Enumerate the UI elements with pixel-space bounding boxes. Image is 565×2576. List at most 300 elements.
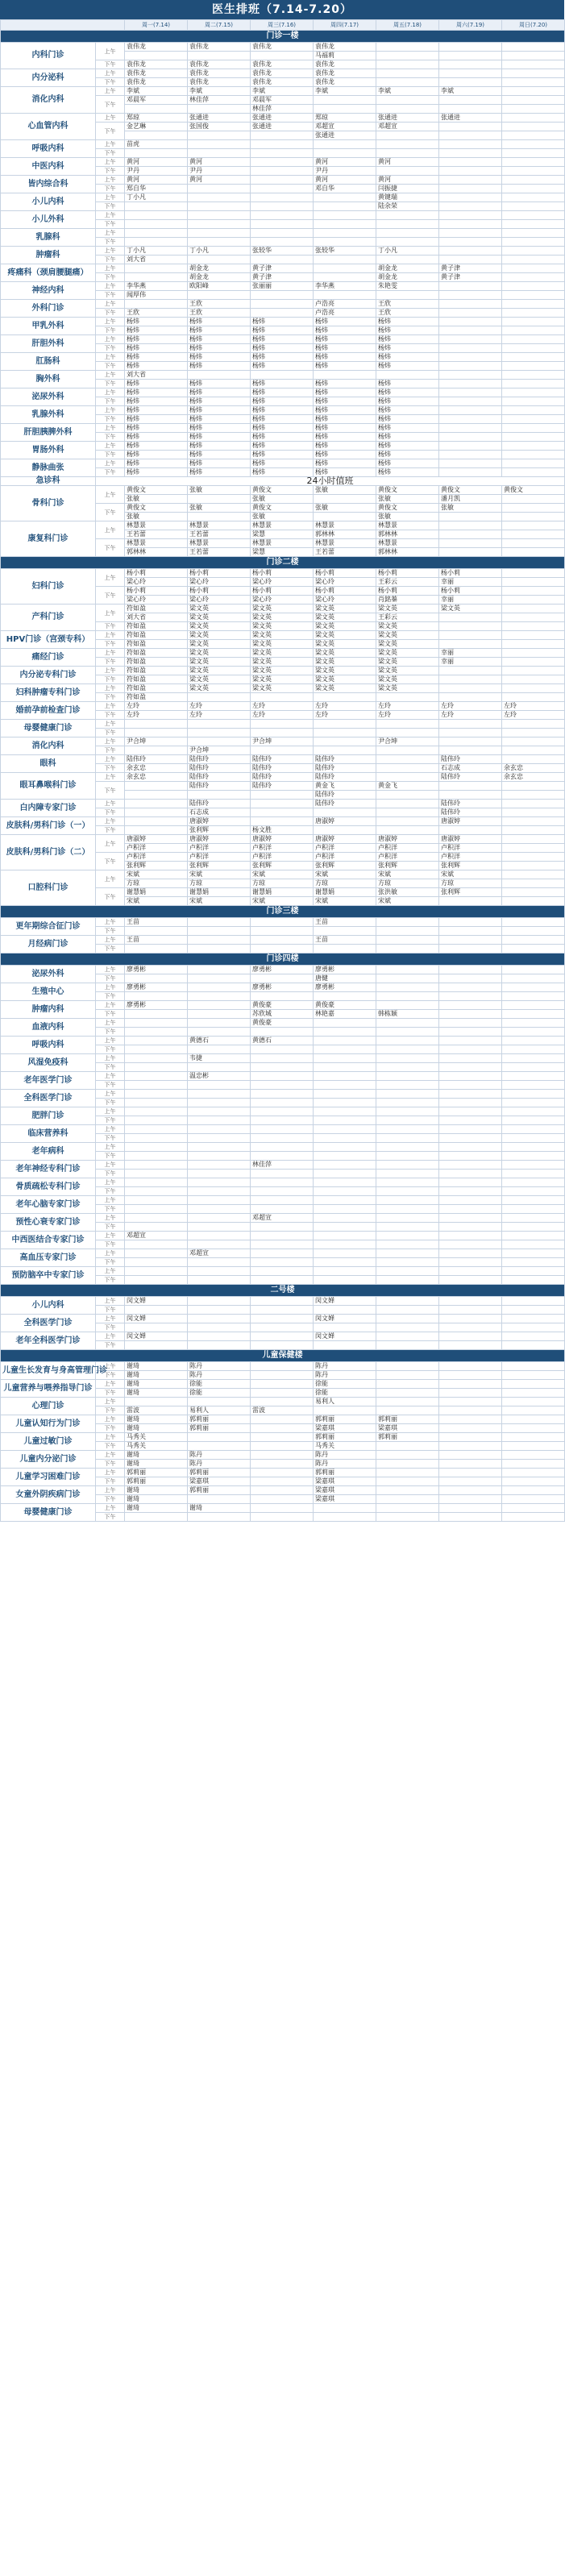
doctor-cell: 梁文英 — [188, 613, 251, 622]
doctor-cell: 杨炜 — [251, 468, 314, 477]
doctor-cell — [314, 1341, 376, 1350]
doctor-cell — [502, 185, 565, 193]
doctor-cell — [376, 945, 439, 954]
doctor-cell: 陈丹 — [188, 1451, 251, 1460]
doctor-cell — [502, 1010, 565, 1019]
doctor-cell — [251, 918, 314, 927]
doctor-cell: 张通进 — [188, 114, 251, 123]
doctor-cell — [439, 309, 502, 318]
doctor-cell: 袁伟龙 — [125, 78, 188, 87]
doctor-cell — [251, 746, 314, 755]
doctor-cell — [502, 60, 565, 69]
doctor-cell: 王苗 — [314, 918, 376, 927]
half-day-label: 上午 — [96, 1380, 125, 1389]
schedule-row — [1, 936, 565, 945]
doctor-cell — [502, 927, 565, 936]
dept-name: 婚前孕前检查门诊 — [1, 702, 96, 720]
doctor-cell — [376, 78, 439, 87]
half-day-label: 下午 — [96, 1460, 125, 1469]
half-day-label: 上午 — [96, 1107, 125, 1116]
dept-name: 老年神经专科门诊 — [1, 1161, 96, 1178]
doctor-cell — [439, 826, 502, 835]
doctor-cell: 袁伟龙 — [125, 43, 188, 52]
doctor-cell — [376, 1249, 439, 1258]
doctor-cell — [314, 1214, 376, 1223]
doctor-cell: 杨炜 — [314, 380, 376, 388]
doctor-cell — [439, 1495, 502, 1504]
doctor-cell: 袁伟龙 — [314, 69, 376, 78]
doctor-cell — [251, 1063, 314, 1072]
doctor-cell: 卢积洋 — [376, 844, 439, 853]
doctor-cell — [502, 918, 565, 927]
doctor-cell — [502, 755, 565, 764]
doctor-cell — [125, 1010, 188, 1019]
doctor-cell — [502, 746, 565, 755]
doctor-cell — [439, 936, 502, 945]
dept-name: 内科门诊 — [1, 43, 96, 69]
doctor-cell — [188, 1152, 251, 1161]
doctor-cell — [376, 1170, 439, 1178]
half-day-label: 下午 — [96, 167, 125, 176]
half-day-label: 上午 — [96, 667, 125, 675]
doctor-cell — [502, 1504, 565, 1513]
doctor-cell — [188, 1125, 251, 1134]
half-day-label: 上午 — [96, 966, 125, 974]
doctor-cell — [502, 1214, 565, 1223]
doctor-cell: 左玲 — [439, 702, 502, 711]
doctor-cell: 张利辉 — [188, 826, 251, 835]
doctor-cell — [376, 1297, 439, 1306]
doctor-cell: 杨炜 — [188, 326, 251, 335]
dept-name: 生殖中心 — [1, 983, 96, 1001]
doctor-cell — [439, 1054, 502, 1063]
doctor-cell — [439, 1019, 502, 1028]
doctor-cell — [502, 1054, 565, 1063]
doctor-cell — [502, 1143, 565, 1152]
doctor-cell: 杨炜 — [251, 459, 314, 468]
half-day-label: 下午 — [96, 746, 125, 755]
doctor-cell: 王若蕾 — [188, 530, 251, 539]
dept-name: 儿童过敏门诊 — [1, 1433, 96, 1451]
doctor-cell: 闵文婵 — [314, 1315, 376, 1323]
day-header: 周三(7.16) — [251, 20, 314, 31]
schedule-row — [1, 702, 565, 711]
doctor-cell: 梁嘉琪 — [314, 1477, 376, 1486]
doctor-cell — [502, 1433, 565, 1442]
doctor-cell — [502, 273, 565, 282]
day-header: 周五(7.18) — [376, 20, 439, 31]
doctor-cell — [439, 1028, 502, 1037]
doctor-cell: 尹丹 — [188, 167, 251, 176]
doctor-cell — [125, 300, 188, 309]
doctor-cell — [376, 1107, 439, 1116]
doctor-cell — [125, 1341, 188, 1350]
doctor-cell: 唐淑婷 — [376, 835, 439, 844]
doctor-cell — [502, 388, 565, 397]
doctor-cell — [251, 176, 314, 185]
doctor-cell: 杨炜 — [125, 442, 188, 451]
schedule-row — [1, 667, 565, 675]
doctor-cell — [502, 300, 565, 309]
doctor-cell: 林慧景 — [251, 539, 314, 548]
half-day-label: 上午 — [96, 918, 125, 927]
doctor-cell: 左玲 — [125, 711, 188, 720]
doctor-cell — [251, 1477, 314, 1486]
doctor-cell — [251, 1504, 314, 1513]
dept-name: 白内障专家门诊 — [1, 800, 96, 817]
doctor-cell: 宋斌 — [376, 870, 439, 879]
doctor-cell — [376, 291, 439, 300]
doctor-cell — [376, 1469, 439, 1477]
doctor-cell: 杨小莉 — [188, 569, 251, 578]
half-day-label: 下午 — [96, 729, 125, 737]
doctor-cell — [251, 371, 314, 380]
doctor-cell — [439, 927, 502, 936]
doctor-cell: 刘大省 — [125, 613, 188, 622]
schedule-row — [1, 1451, 565, 1460]
doctor-cell: 谢琦 — [125, 1380, 188, 1389]
doctor-cell — [251, 1451, 314, 1460]
half-day-label: 上午 — [96, 1297, 125, 1306]
day-header: 周日(7.20) — [502, 20, 565, 31]
doctor-cell: 符如盈 — [125, 675, 188, 684]
doctor-cell — [251, 1232, 314, 1240]
doctor-cell: 黄俊豪 — [251, 1001, 314, 1010]
doctor-cell: 谢琦 — [125, 1389, 188, 1398]
doctor-cell — [188, 1019, 251, 1028]
doctor-cell — [439, 43, 502, 52]
doctor-cell — [502, 1442, 565, 1451]
dept-name: 胸外科 — [1, 371, 96, 388]
doctor-cell — [502, 1297, 565, 1306]
doctor-cell: 陆伟玲 — [439, 808, 502, 817]
doctor-cell — [376, 1072, 439, 1081]
doctor-cell — [125, 1125, 188, 1134]
half-day-label: 下午 — [96, 202, 125, 211]
doctor-cell: 廖勇彬 — [125, 966, 188, 974]
schedule-row — [1, 649, 565, 658]
doctor-cell — [376, 693, 439, 702]
half-day-label: 上午 — [96, 1019, 125, 1028]
doctor-cell — [439, 1152, 502, 1161]
doctor-cell: 徐能 — [314, 1389, 376, 1398]
doctor-cell: 陈丹 — [314, 1451, 376, 1460]
doctor-cell — [314, 371, 376, 380]
doctor-cell — [251, 1513, 314, 1522]
doctor-cell — [502, 578, 565, 587]
doctor-cell: 袁伟龙 — [314, 78, 376, 87]
doctor-cell — [376, 105, 439, 114]
doctor-cell: 郑自华 — [125, 185, 188, 193]
doctor-cell — [125, 229, 188, 238]
doctor-cell: 陆伟玲 — [251, 755, 314, 764]
schedule-table — [0, 19, 565, 1522]
half-day-label: 上午 — [96, 1451, 125, 1460]
doctor-cell: 梁文英 — [314, 675, 376, 684]
half-day-label: 下午 — [96, 853, 125, 870]
doctor-cell: 谢慧娟 — [251, 888, 314, 897]
doctor-cell: 郭林林 — [376, 548, 439, 557]
schedule-row — [1, 737, 565, 746]
half-day-label: 上午 — [96, 936, 125, 945]
doctor-cell — [251, 256, 314, 264]
doctor-cell — [376, 1442, 439, 1451]
schedule-row — [1, 211, 565, 220]
doctor-cell — [502, 1081, 565, 1090]
doctor-cell — [502, 1232, 565, 1240]
doctor-cell: 林慧景 — [376, 521, 439, 530]
half-day-label: 下午 — [96, 539, 125, 557]
doctor-cell — [502, 1090, 565, 1099]
doctor-cell — [439, 167, 502, 176]
half-day-label: 上午 — [96, 1332, 125, 1341]
schedule-row — [1, 1072, 565, 1081]
doctor-cell — [251, 936, 314, 945]
doctor-cell: 杨炜 — [376, 415, 439, 424]
half-day-label: 下午 — [96, 1323, 125, 1332]
doctor-cell — [376, 791, 439, 800]
doctor-cell — [314, 202, 376, 211]
doctor-cell: 杨炜 — [188, 335, 251, 344]
doctor-cell — [502, 468, 565, 477]
doctor-cell — [251, 1240, 314, 1249]
doctor-cell — [188, 185, 251, 193]
doctor-cell: 卢积洋 — [125, 844, 188, 853]
doctor-cell: 梁嘉琪 — [314, 1495, 376, 1504]
doctor-cell — [125, 211, 188, 220]
doctor-cell — [502, 96, 565, 105]
half-day-label: 上午 — [96, 1232, 125, 1240]
doctor-cell: 杨小莉 — [188, 587, 251, 596]
doctor-cell — [502, 1196, 565, 1205]
half-day-label: 下午 — [96, 992, 125, 1001]
doctor-cell: 左玲 — [251, 702, 314, 711]
doctor-cell: 杨炜 — [125, 459, 188, 468]
half-day-label: 下午 — [96, 415, 125, 424]
doctor-cell: 梁文英 — [376, 631, 439, 640]
doctor-cell — [502, 684, 565, 693]
doctor-cell — [376, 1116, 439, 1125]
doctor-cell: 肖銘蓁 — [376, 596, 439, 605]
doctor-cell — [314, 1152, 376, 1161]
doctor-cell — [188, 1442, 251, 1451]
doctor-cell: 胡金龙 — [376, 273, 439, 282]
doctor-cell: 余玄忠 — [125, 764, 188, 773]
doctor-cell: 黄俊文 — [125, 486, 188, 495]
doctor-cell: 陈丹 — [188, 1362, 251, 1371]
schedule-row — [1, 817, 565, 826]
doctor-cell — [502, 1116, 565, 1125]
doctor-cell — [188, 193, 251, 202]
doctor-cell: 张利辉 — [251, 862, 314, 870]
doctor-cell: 黄子津 — [439, 273, 502, 282]
doctor-cell: 黄河 — [188, 176, 251, 185]
doctor-cell: 黄河 — [125, 158, 188, 167]
doctor-cell: 雷波 — [125, 1406, 188, 1415]
doctor-cell — [188, 1232, 251, 1240]
doctor-cell — [376, 936, 439, 945]
doctor-cell — [125, 729, 188, 737]
doctor-cell: 郭林林 — [314, 530, 376, 539]
doctor-cell — [502, 1323, 565, 1332]
doctor-cell — [376, 1223, 439, 1232]
doctor-cell: 郭莉丽 — [314, 1469, 376, 1477]
doctor-cell — [502, 844, 565, 853]
doctor-cell — [125, 1107, 188, 1116]
doctor-cell: 杨炜 — [314, 335, 376, 344]
doctor-cell — [314, 513, 376, 521]
doctor-cell — [251, 791, 314, 800]
doctor-cell — [376, 1276, 439, 1285]
doctor-cell — [125, 927, 188, 936]
doctor-cell: 王欣 — [188, 309, 251, 318]
doctor-cell — [188, 737, 251, 746]
doctor-cell — [439, 1001, 502, 1010]
doctor-cell — [188, 1205, 251, 1214]
doctor-cell — [439, 344, 502, 353]
doctor-cell — [251, 1116, 314, 1125]
doctor-cell — [188, 966, 251, 974]
doctor-cell — [125, 826, 188, 835]
doctor-cell — [188, 1134, 251, 1143]
half-day-label: 上午 — [96, 371, 125, 380]
doctor-cell — [502, 282, 565, 291]
dept-name: 急诊科 — [1, 477, 96, 486]
doctor-cell — [502, 229, 565, 238]
doctor-cell — [376, 1258, 439, 1267]
doctor-cell: 左玲 — [502, 711, 565, 720]
doctor-cell: 杨炜 — [125, 424, 188, 433]
doctor-cell: 林艳嘉 — [314, 1010, 376, 1019]
schedule-row — [1, 114, 565, 123]
doctor-cell: 左玲 — [439, 711, 502, 720]
doctor-cell: 杨炜 — [188, 451, 251, 459]
doctor-cell — [439, 185, 502, 193]
doctor-cell — [502, 406, 565, 415]
section-title: 门诊二楼 — [1, 557, 565, 569]
half-day-label: 下午 — [96, 185, 125, 193]
schedule-row — [1, 388, 565, 397]
doctor-cell — [314, 1072, 376, 1081]
doctor-cell: 杨炜 — [125, 388, 188, 397]
dept-name: 儿童认知行为门诊 — [1, 1415, 96, 1433]
dept-name: 产科门诊 — [1, 605, 96, 631]
doctor-cell — [439, 1469, 502, 1477]
doctor-cell — [439, 105, 502, 114]
doctor-cell: 郭莉丽 — [376, 1433, 439, 1442]
doctor-cell: 方琼 — [251, 879, 314, 888]
dept-name: 全科医学门诊 — [1, 1315, 96, 1332]
doctor-cell: 杨炜 — [376, 388, 439, 397]
doctor-cell — [439, 992, 502, 1001]
doctor-cell: 梁文英 — [251, 667, 314, 675]
doctor-cell — [502, 1513, 565, 1522]
schedule-row — [1, 459, 565, 468]
doctor-cell — [502, 613, 565, 622]
schedule-row — [1, 300, 565, 309]
doctor-cell: 方琼 — [314, 879, 376, 888]
doctor-cell — [502, 140, 565, 149]
doctor-cell — [188, 1010, 251, 1019]
doctor-cell: 郑琼 — [125, 114, 188, 123]
corner-cell — [1, 20, 125, 31]
doctor-cell: 陈丹 — [188, 1371, 251, 1380]
doctor-cell — [439, 1161, 502, 1170]
doctor-cell — [502, 897, 565, 906]
doctor-cell — [314, 1267, 376, 1276]
half-day-label: 下午 — [96, 1028, 125, 1037]
doctor-cell: 黄子津 — [439, 264, 502, 273]
doctor-cell: 邓超宣 — [188, 1249, 251, 1258]
doctor-cell — [188, 229, 251, 238]
schedule-row — [1, 835, 565, 844]
doctor-cell: 梁文英 — [314, 667, 376, 675]
doctor-cell: 梁慧 — [251, 530, 314, 539]
doctor-cell — [376, 1134, 439, 1143]
doctor-cell: 谢琦 — [125, 1424, 188, 1433]
dept-name: 老年病科 — [1, 1143, 96, 1161]
doctor-cell — [251, 1125, 314, 1134]
doctor-cell — [502, 371, 565, 380]
doctor-cell — [251, 992, 314, 1001]
doctor-cell: 梁文英 — [314, 631, 376, 640]
doctor-cell: 黄河 — [314, 176, 376, 185]
doctor-cell — [502, 424, 565, 433]
doctor-cell: 唐淑婷 — [125, 835, 188, 844]
doctor-cell: 杨炜 — [376, 353, 439, 362]
doctor-cell: 林慧景 — [188, 539, 251, 548]
doctor-cell: 陆伟玲 — [314, 764, 376, 773]
doctor-cell: 杨炜 — [125, 433, 188, 442]
doctor-cell — [188, 1170, 251, 1178]
doctor-cell — [314, 693, 376, 702]
doctor-cell — [502, 1362, 565, 1371]
doctor-cell — [188, 131, 251, 140]
doctor-cell: 梁文英 — [251, 684, 314, 693]
doctor-cell — [188, 1433, 251, 1442]
doctor-cell — [502, 521, 565, 530]
doctor-cell: 苗虎 — [125, 140, 188, 149]
doctor-cell — [376, 1063, 439, 1072]
doctor-cell: 石志成 — [439, 764, 502, 773]
doctor-cell — [502, 1371, 565, 1380]
doctor-cell: 方琼 — [188, 879, 251, 888]
doctor-cell — [188, 1090, 251, 1099]
dept-name: 皆内综合科 — [1, 176, 96, 193]
half-day-label: 下午 — [96, 1170, 125, 1178]
schedule-row — [1, 1037, 565, 1045]
doctor-cell: 王若蕾 — [125, 530, 188, 539]
doctor-cell — [502, 1028, 565, 1037]
doctor-cell — [251, 167, 314, 176]
doctor-cell — [125, 992, 188, 1001]
doctor-cell — [502, 1099, 565, 1107]
doctor-cell: 幸丽 — [439, 649, 502, 658]
doctor-cell — [502, 1258, 565, 1267]
doctor-cell: 尹合坤 — [376, 737, 439, 746]
doctor-cell — [439, 140, 502, 149]
doctor-cell — [502, 853, 565, 862]
dept-name: 更年期综合征门诊 — [1, 918, 96, 936]
doctor-cell — [502, 291, 565, 300]
schedule-row — [1, 1161, 565, 1170]
doctor-cell: 谢琦 — [125, 1451, 188, 1460]
doctor-cell: 杨炜 — [251, 362, 314, 371]
doctor-cell — [439, 131, 502, 140]
doctor-cell — [314, 1258, 376, 1267]
doctor-cell — [502, 1170, 565, 1178]
schedule-row — [1, 442, 565, 451]
